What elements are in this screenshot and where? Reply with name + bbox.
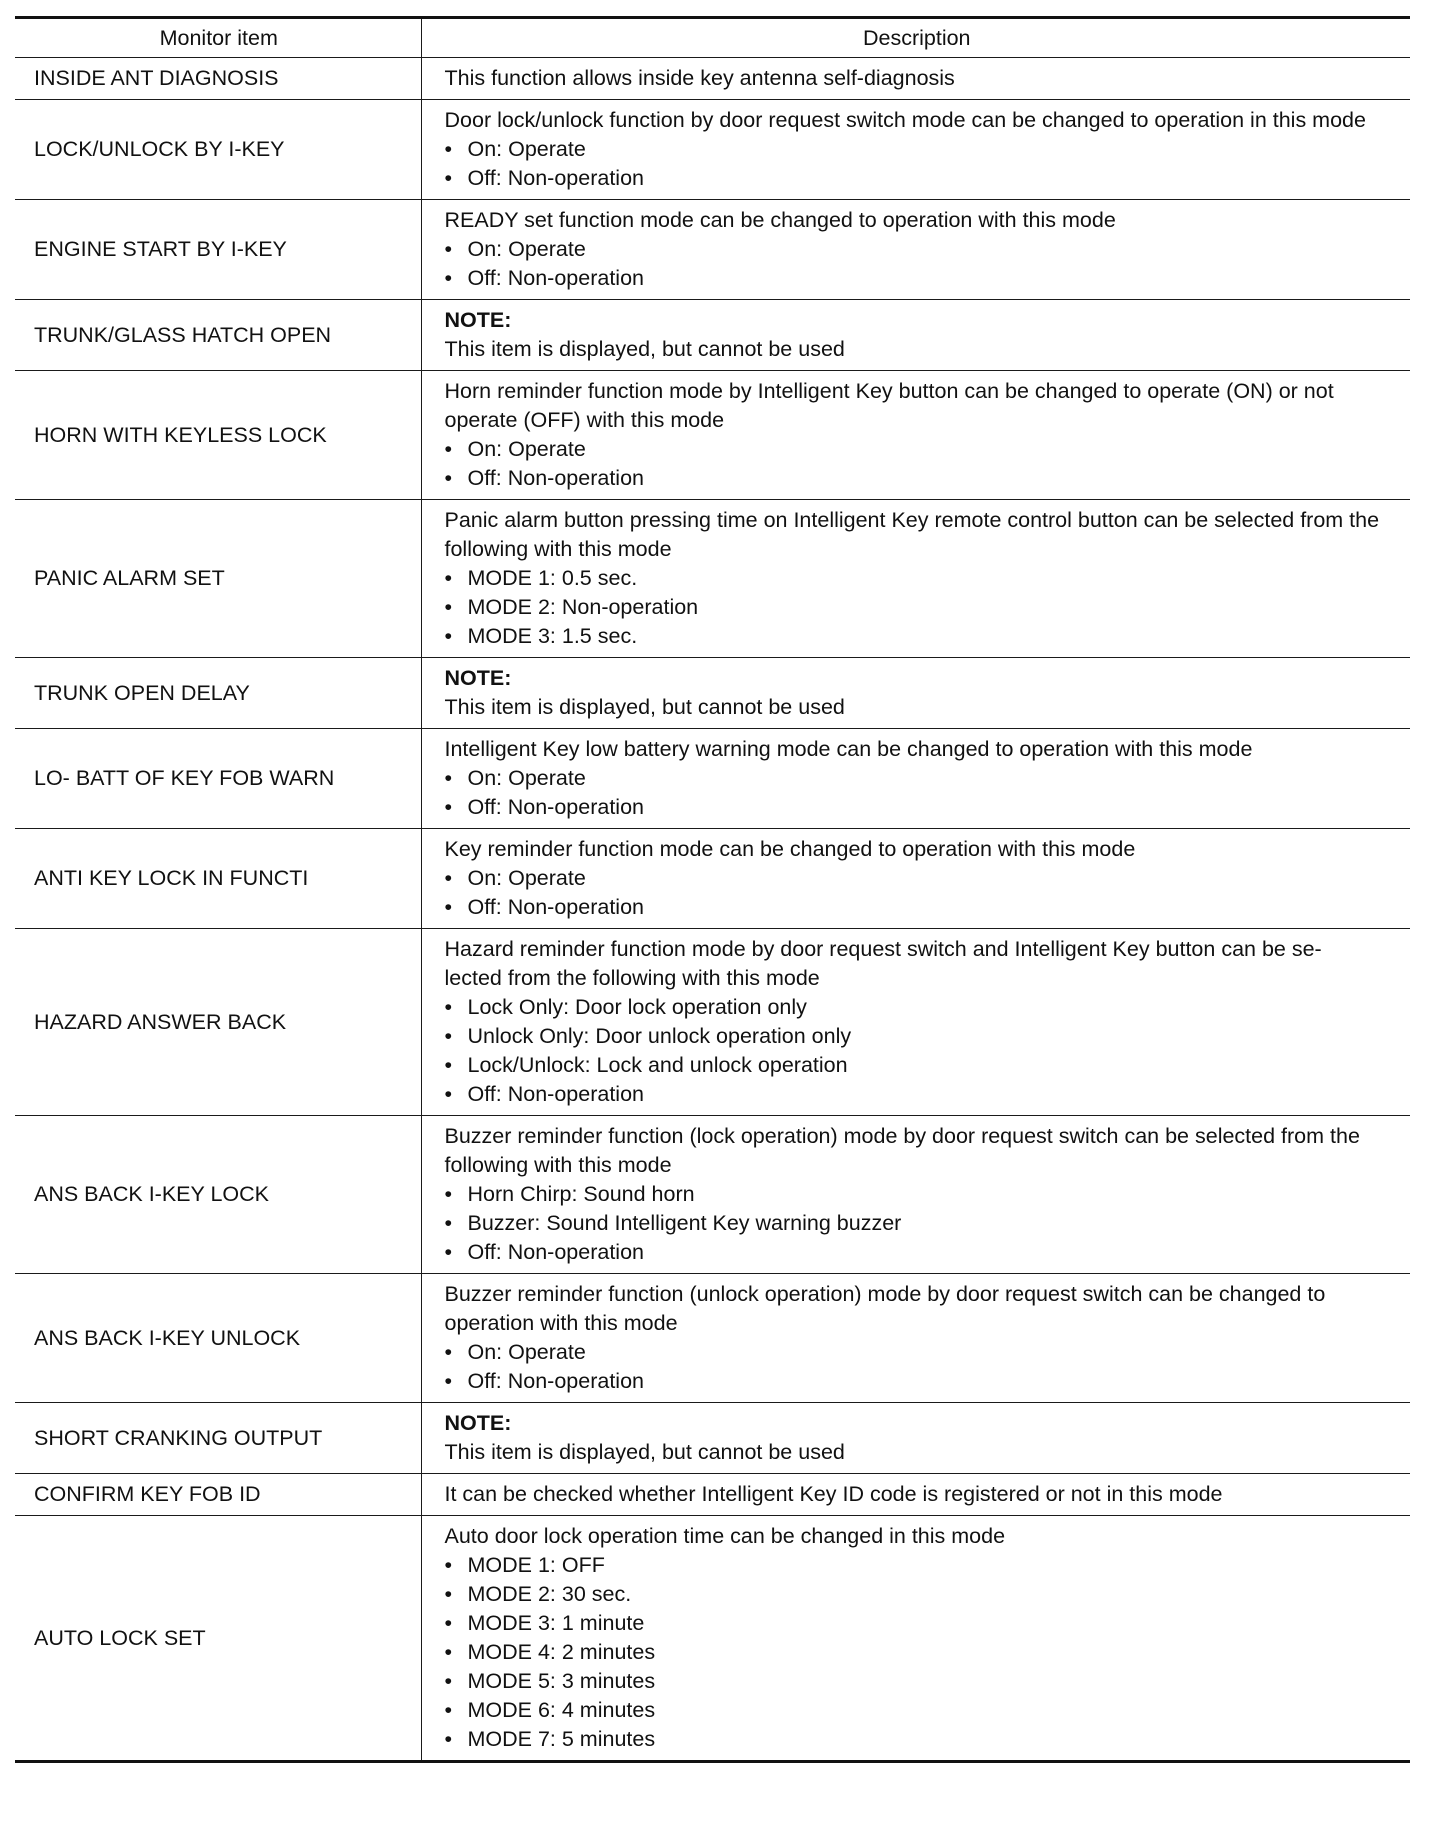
table-row [15, 1274, 1410, 1403]
bullet-icon: • [444, 995, 453, 1019]
option-text: MODE 5: 3 minutes [467, 1669, 656, 1693]
monitor-item-cell: ANTI KEY LOCK IN FUNCTI [15, 829, 421, 929]
monitor-item-cell: ANS BACK I-KEY UNLOCK [15, 1274, 421, 1403]
bullet-icon: • [444, 1640, 453, 1664]
note-label: NOTE: [444, 1411, 512, 1435]
option-item [445, 793, 1397, 822]
option-item [445, 1180, 1397, 1209]
bullet-icon: • [444, 1369, 453, 1393]
bullet-icon: • [444, 895, 453, 919]
option-text: On: Operate [467, 437, 586, 461]
description-text: This item is displayed, but cannot be used [444, 1440, 845, 1464]
bullet-icon: • [444, 1669, 453, 1693]
table-row [15, 658, 1410, 729]
option-item [445, 764, 1397, 793]
option-list [445, 564, 1397, 651]
description-text: Auto door lock operation time can be changed in this mode [444, 1524, 1006, 1548]
option-text: MODE 1: OFF [467, 1553, 605, 1577]
bullet-icon: • [444, 766, 453, 790]
bullet-icon: • [444, 1053, 453, 1077]
note-label: NOTE: [444, 308, 512, 332]
description-text: Buzzer reminder function (lock operation) mode by door request switch can be selected from the following with this mode [444, 1124, 1360, 1177]
option-text: On: Operate [467, 1340, 586, 1364]
option-item [445, 1051, 1397, 1080]
option-item [445, 893, 1397, 922]
monitor-item-cell: AUTO LOCK SET [15, 1516, 421, 1762]
description-cell [421, 729, 1410, 829]
option-list [445, 764, 1397, 822]
monitor-item-cell: LOCK/UNLOCK BY I-KEY [15, 100, 421, 200]
monitor-item-cell: TRUNK OPEN DELAY [15, 658, 421, 729]
option-item [445, 593, 1397, 622]
header-description: Description [421, 18, 1410, 58]
table-body [15, 58, 1410, 1762]
bullet-icon: • [444, 1611, 453, 1635]
option-text: Off: Non-operation [467, 266, 644, 290]
table-row [15, 58, 1410, 100]
description-text: This function allows inside key antenna self-diagnosis [444, 66, 955, 90]
option-item [445, 235, 1397, 264]
table-row [15, 200, 1410, 300]
option-item [445, 1338, 1397, 1367]
description-cell [421, 1116, 1410, 1274]
bullet-icon: • [444, 1582, 453, 1606]
option-text: On: Operate [467, 766, 586, 790]
option-item [445, 264, 1397, 293]
description-text: Key reminder function mode can be changed to operation with this mode [444, 837, 1136, 861]
bullet-icon: • [444, 566, 453, 590]
bullet-icon: • [444, 1698, 453, 1722]
table-row [15, 1516, 1410, 1762]
option-item [445, 1696, 1397, 1725]
option-list [445, 235, 1397, 293]
option-text: Off: Non-operation [467, 1082, 644, 1106]
bullet-icon: • [444, 1553, 453, 1577]
table-row [15, 100, 1410, 200]
table-row [15, 1403, 1410, 1474]
table-row [15, 929, 1410, 1116]
option-text: Horn Chirp: Sound horn [467, 1182, 695, 1206]
option-item [445, 1238, 1397, 1267]
option-list [445, 1551, 1397, 1754]
option-item [445, 135, 1397, 164]
monitor-item-cell: TRUNK/GLASS HATCH OPEN [15, 300, 421, 371]
description-cell [421, 300, 1410, 371]
option-text: On: Operate [467, 137, 586, 161]
monitor-item-table [15, 16, 1410, 1763]
bullet-icon: • [444, 1182, 453, 1206]
option-list [445, 993, 1397, 1109]
option-list [445, 864, 1397, 922]
option-text: Lock/Unlock: Lock and unlock operation [467, 1053, 848, 1077]
bullet-icon: • [444, 166, 453, 190]
description-text: This item is displayed, but cannot be used [444, 695, 845, 719]
option-item [445, 993, 1397, 1022]
option-item [445, 435, 1397, 464]
option-item [445, 1367, 1397, 1396]
bullet-icon: • [444, 137, 453, 161]
bullet-icon: • [444, 1340, 453, 1364]
monitor-item-cell: HAZARD ANSWER BACK [15, 929, 421, 1116]
description-text: Intelligent Key low battery warning mode can be changed to operation with this mode [444, 737, 1253, 761]
option-text: On: Operate [467, 237, 586, 261]
monitor-item-cell: HORN WITH KEYLESS LOCK [15, 371, 421, 500]
note-label: NOTE: [444, 666, 512, 690]
description-cell [421, 500, 1410, 658]
option-item [445, 1609, 1397, 1638]
table-row [15, 300, 1410, 371]
option-text: Off: Non-operation [467, 466, 644, 490]
bullet-icon: • [444, 595, 453, 619]
monitor-item-cell: PANIC ALARM SET [15, 500, 421, 658]
option-list [445, 1338, 1397, 1396]
description-cell [421, 1516, 1410, 1762]
option-text: MODE 3: 1.5 sec. [467, 624, 638, 648]
description-cell [421, 371, 1410, 500]
option-item [445, 1022, 1397, 1051]
bullet-icon: • [444, 266, 453, 290]
option-text: MODE 1: 0.5 sec. [467, 566, 638, 590]
bullet-icon: • [444, 624, 453, 648]
option-text: MODE 7: 5 minutes [467, 1727, 656, 1751]
table-row [15, 729, 1410, 829]
table-row [15, 371, 1410, 500]
option-text: On: Operate [467, 866, 586, 890]
option-item [445, 164, 1397, 193]
monitor-item-cell: SHORT CRANKING OUTPUT [15, 1403, 421, 1474]
option-text: MODE 2: 30 sec. [467, 1582, 632, 1606]
description-cell [421, 829, 1410, 929]
description-cell [421, 58, 1410, 100]
option-text: Off: Non-operation [467, 895, 644, 919]
option-item [445, 1209, 1397, 1238]
option-text: Buzzer: Sound Intelligent Key warning buzzer [467, 1211, 902, 1235]
bullet-icon: • [444, 466, 453, 490]
description-cell [421, 100, 1410, 200]
option-text: MODE 6: 4 minutes [467, 1698, 656, 1722]
monitor-item-cell: CONFIRM KEY FOB ID [15, 1474, 421, 1516]
description-text: Panic alarm button pressing time on Intelligent Key remote control button can be selected from the following with this mode [444, 508, 1380, 561]
bullet-icon: • [444, 1727, 453, 1751]
description-text: Door lock/unlock function by door request switch mode can be changed to operation in this mode [444, 108, 1366, 132]
bullet-icon: • [444, 1211, 453, 1235]
option-text: Off: Non-operation [467, 1240, 644, 1264]
option-item [445, 622, 1397, 651]
description-text: lected from the following with this mode [444, 966, 820, 990]
option-item [445, 564, 1397, 593]
header-monitor-item: Monitor item [15, 18, 421, 58]
description-cell [421, 1274, 1410, 1403]
bullet-icon: • [444, 795, 453, 819]
description-text: Horn reminder function mode by Intelligent Key button can be changed to operate (ON) or not operate (OFF) with this mode [444, 379, 1334, 432]
option-list [445, 435, 1397, 493]
bullet-icon: • [444, 1240, 453, 1264]
description-cell [421, 1403, 1410, 1474]
option-item [445, 1580, 1397, 1609]
table-row [15, 829, 1410, 929]
option-text: Off: Non-operation [467, 795, 644, 819]
description-cell [421, 1474, 1410, 1516]
option-text: MODE 3: 1 minute [467, 1611, 645, 1635]
description-text: Buzzer reminder function (unlock operation) mode by door request switch can be changed to operation with this mode [444, 1282, 1326, 1335]
table-row [15, 1116, 1410, 1274]
table-row [15, 500, 1410, 658]
description-text: Hazard reminder function mode by door request switch and Intelligent Key button can be se- [444, 937, 1322, 961]
option-text: Off: Non-operation [467, 166, 644, 190]
option-text: MODE 2: Non-operation [467, 595, 699, 619]
monitor-item-cell: ANS BACK I-KEY LOCK [15, 1116, 421, 1274]
option-item [445, 1725, 1397, 1754]
monitor-item-cell: LO- BATT OF KEY FOB WARN [15, 729, 421, 829]
bullet-icon: • [444, 1082, 453, 1106]
description-text: This item is displayed, but cannot be used [444, 337, 845, 361]
description-cell [421, 200, 1410, 300]
description-cell [421, 929, 1410, 1116]
option-list [445, 135, 1397, 193]
bullet-icon: • [444, 437, 453, 461]
description-text: It can be checked whether Intelligent Key ID code is registered or not in this mode [444, 1482, 1223, 1506]
option-item [445, 1667, 1397, 1696]
option-list [445, 1180, 1397, 1267]
option-item [445, 464, 1397, 493]
bullet-icon: • [444, 1024, 453, 1048]
option-text: Lock Only: Door lock operation only [467, 995, 807, 1019]
description-text: READY set function mode can be changed to operation with this mode [444, 208, 1116, 232]
description-cell [421, 658, 1410, 729]
table-row [15, 1474, 1410, 1516]
option-item [445, 1551, 1397, 1580]
monitor-item-cell: ENGINE START BY I-KEY [15, 200, 421, 300]
option-text: MODE 4: 2 minutes [467, 1640, 656, 1664]
option-text: Unlock Only: Door unlock operation only [467, 1024, 852, 1048]
monitor-item-cell: INSIDE ANT DIAGNOSIS [15, 58, 421, 100]
option-item [445, 864, 1397, 893]
option-item [445, 1638, 1397, 1667]
option-text: Off: Non-operation [467, 1369, 644, 1393]
bullet-icon: • [444, 866, 453, 890]
option-item [445, 1080, 1397, 1109]
bullet-icon: • [444, 237, 453, 261]
header-row [15, 18, 1410, 58]
